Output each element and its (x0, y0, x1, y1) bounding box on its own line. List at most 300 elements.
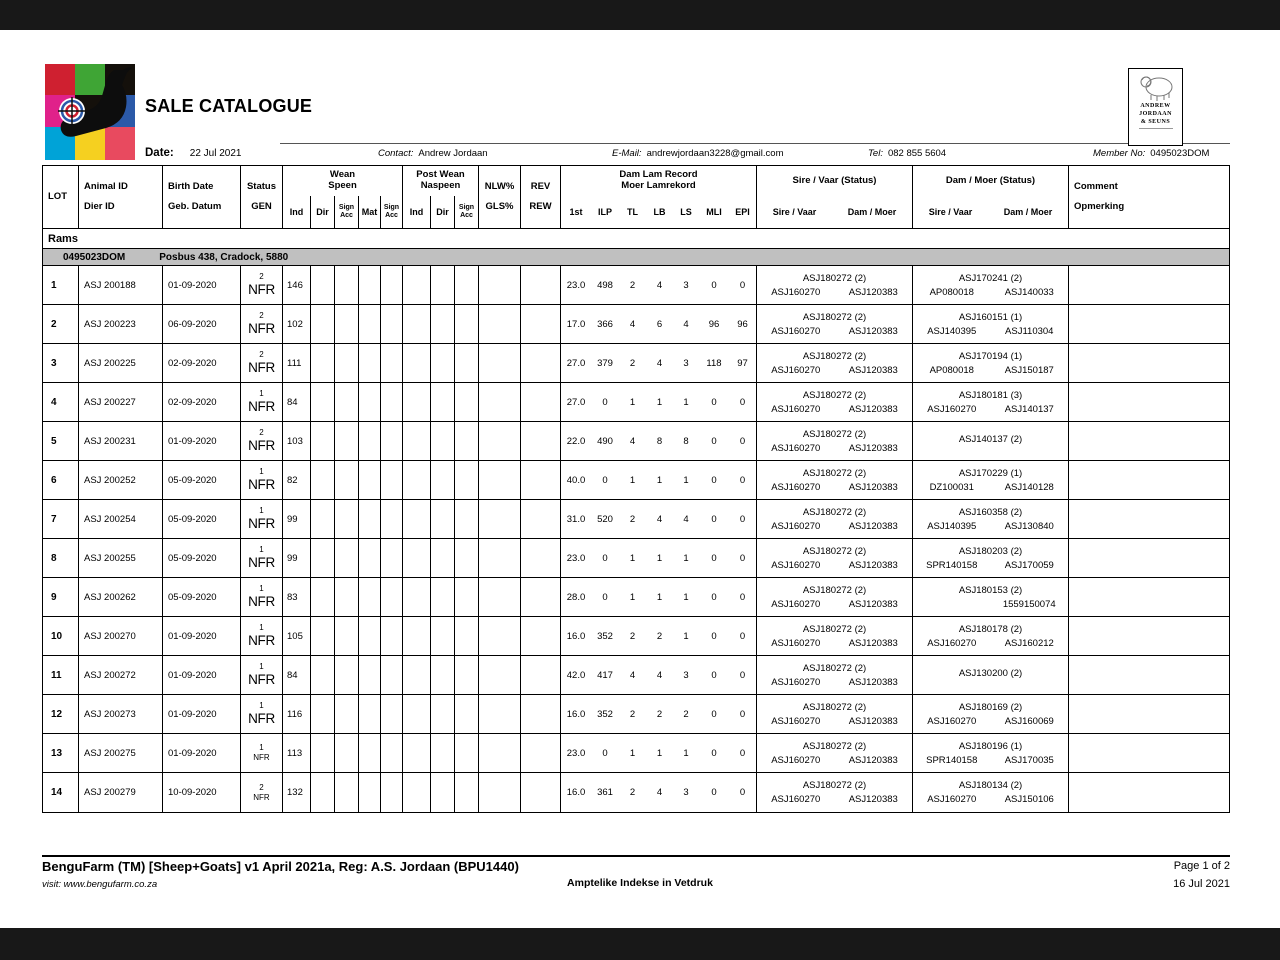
birth-date: 01-09-2020 (163, 617, 241, 655)
table-row (43, 656, 1229, 695)
status-value: NFR (248, 633, 275, 649)
damlam-1st: 16.0 (566, 787, 586, 798)
table-row (43, 422, 1229, 461)
member-field (1093, 148, 1209, 159)
damlam-mli: 0 (711, 396, 717, 408)
wean-sign-acc-cell (335, 656, 359, 694)
postwean-sign-acc-cell (455, 305, 479, 343)
damlam-ilp: 352 (597, 630, 613, 642)
dam-dam: ASJ150106 (1004, 794, 1054, 805)
postwean-ind-cell (403, 344, 431, 382)
sire-dam: ASJ120383 (848, 325, 898, 337)
rev-cell (521, 422, 561, 460)
wean-sign-acc-cell (335, 734, 359, 772)
sire-name: ASJ180272 (2) (802, 740, 867, 752)
dam-cell (913, 500, 1069, 538)
animal-id: ASJ 200275 (79, 734, 163, 772)
nlw-cell (479, 695, 521, 733)
table-row (43, 695, 1229, 734)
postwean-ind-cell (403, 695, 431, 733)
sire-parents (757, 482, 912, 493)
sire-name: ASJ180272 (2) (802, 701, 867, 713)
damlam-epi: 97 (729, 344, 757, 382)
postwean-dir-cell (431, 422, 455, 460)
gen-value: 1 (259, 701, 264, 711)
wean-dir-cell (311, 734, 335, 772)
wean-sign-acc-cell (335, 617, 359, 655)
wean-mat-sign-acc-cell (381, 344, 403, 382)
dam-name: ASJ140137 (2) (958, 434, 1023, 445)
damlam-epi: 0 (729, 656, 757, 694)
section-header-rams: Rams (43, 229, 1229, 249)
status-cell (241, 656, 283, 694)
sire-cell (757, 500, 913, 538)
postwean-ind-cell (403, 539, 431, 577)
postwean-ind-cell (403, 266, 431, 304)
sire-sire: ASJ160270 (771, 637, 821, 649)
wean-index: 113 (283, 734, 311, 772)
date-label: Date: (145, 147, 174, 159)
dam-dam: ASJ110304 (1005, 325, 1054, 337)
status-cell (241, 344, 283, 382)
comment-cell (1069, 422, 1229, 460)
dam-cell (913, 383, 1069, 421)
gen-value: 2 (259, 272, 264, 282)
lot-number: 14 (43, 773, 79, 812)
animal-id: ASJ 200255 (79, 539, 163, 577)
wean-mat-sign-acc-cell (381, 461, 403, 499)
status-value: NFR (253, 792, 270, 802)
damlam-ilp: 0 (602, 474, 608, 486)
animal-id: ASJ 200270 (79, 617, 163, 655)
dam-cell (913, 695, 1069, 733)
sire-parents (757, 326, 912, 337)
wean-mat-cell (359, 344, 381, 382)
sire-dam: ASJ120383 (848, 481, 898, 493)
nlw-cell (479, 734, 521, 772)
gen-value: 2 (259, 782, 264, 792)
sire-sire: ASJ160270 (771, 325, 821, 337)
footer-date: 16 Jul 2021 (1173, 878, 1230, 890)
lot-number: 12 (43, 695, 79, 733)
wean-sign-acc-cell (335, 305, 359, 343)
brand-box (1128, 68, 1183, 146)
col-header-postwean-group: Post Wean Naspeen (403, 166, 479, 196)
damlam-lb: 1 (656, 591, 663, 603)
postwean-sign-acc-cell (455, 656, 479, 694)
postwean-ind-cell (403, 578, 431, 616)
postwean-sign-acc-cell (455, 383, 479, 421)
sire-sire: ASJ160270 (771, 403, 821, 415)
damlam-1st: 16.0 (566, 630, 586, 642)
col-header-mli: MLI (706, 206, 722, 217)
col-header-tl: TL (627, 206, 638, 217)
ram-icon (1135, 71, 1177, 103)
dam-parents (913, 365, 1068, 376)
damlam-tl: 1 (629, 552, 636, 564)
sire-name: ASJ180272 (2) (802, 584, 867, 596)
sire-dam: ASJ120383 (848, 715, 898, 727)
comment-cell (1069, 539, 1229, 577)
damlam-mli: 0 (711, 630, 717, 642)
table-row (43, 617, 1229, 656)
table-row (43, 461, 1229, 500)
lot-number: 4 (43, 383, 79, 421)
sire-name: ASJ180272 (2) (802, 467, 867, 479)
member-label: Member No: (1093, 148, 1146, 159)
damlam-mli: 0 (711, 669, 717, 681)
sire-sire: ASJ160270 (771, 715, 821, 727)
postwean-sign-acc-cell (455, 734, 479, 772)
status-value: NFR (248, 594, 275, 610)
gen-value: 1 (259, 467, 264, 477)
sire-name: ASJ180272 (2) (802, 662, 867, 674)
wean-sign-acc-cell (335, 266, 359, 304)
damlam-1st: 22.0 (566, 435, 586, 447)
sire-dam: ASJ120383 (848, 794, 898, 805)
rev-cell (521, 305, 561, 343)
col-header-nlw: NLW% GLS% (479, 166, 521, 228)
table-row (43, 773, 1229, 812)
dam-sire: DZ100031 (929, 481, 974, 493)
status-cell (241, 305, 283, 343)
wean-dir-cell (311, 461, 335, 499)
dam-sire: ASJ160270 (927, 794, 977, 805)
damlam-ilp: 417 (597, 669, 613, 681)
wean-sign-acc-cell (335, 344, 359, 382)
sire-name: ASJ180272 (2) (802, 780, 867, 791)
dam-name: ASJ180153 (2) (958, 584, 1023, 596)
rev-cell (521, 734, 561, 772)
dam-parents (913, 638, 1068, 649)
damlam-mli: 0 (711, 435, 717, 447)
dam-cell (913, 461, 1069, 499)
damlam-lb: 2 (656, 708, 663, 720)
postwean-sign-acc-cell (455, 266, 479, 304)
sire-cell (757, 266, 913, 304)
postwean-dir-cell (431, 539, 455, 577)
damlam-1st: 23.0 (566, 552, 586, 564)
damlam-lb: 6 (656, 318, 663, 330)
postwean-dir-cell (431, 773, 455, 812)
dam-sire: ASJ160270 (927, 715, 977, 727)
damlam-lb: 4 (656, 787, 663, 798)
dam-dam: ASJ160212 (1004, 637, 1054, 649)
wean-mat-sign-acc-cell (381, 695, 403, 733)
dam-name: ASJ160151 (1) (958, 311, 1023, 323)
goat-logo-icon (45, 64, 135, 160)
damlam-ls: 1 (683, 474, 689, 486)
comment-cell (1069, 695, 1229, 733)
wean-index: 83 (283, 578, 311, 616)
birth-date: 05-09-2020 (163, 578, 241, 616)
gen-value: 1 (259, 506, 264, 516)
lot-number: 9 (43, 578, 79, 616)
wean-mat-cell (359, 383, 381, 421)
postwean-ind-cell (403, 773, 431, 812)
wean-mat-sign-acc-cell (381, 539, 403, 577)
sire-dam: ASJ120383 (848, 364, 898, 376)
damlam-ls: 1 (683, 396, 689, 408)
postwean-sign-acc-cell (455, 422, 479, 460)
rev-cell (521, 383, 561, 421)
postwean-ind-cell (403, 305, 431, 343)
comment-cell (1069, 773, 1229, 812)
col-header-1st: 1st (569, 206, 583, 217)
wean-sign-acc-cell (335, 500, 359, 538)
birth-date: 02-09-2020 (163, 344, 241, 382)
contact-value: Andrew Jordaan (418, 148, 488, 159)
status-cell (241, 578, 283, 616)
col-header-wean-mat-sign-acc: Sign Acc (381, 196, 403, 228)
birth-date: 05-09-2020 (163, 539, 241, 577)
wean-dir-cell (311, 305, 335, 343)
dam-parents (913, 560, 1068, 571)
damlam-epi: 0 (729, 422, 757, 460)
damlam-ls: 1 (683, 591, 689, 603)
dam-name: ASJ170194 (1) (958, 350, 1023, 362)
comment-cell (1069, 266, 1229, 304)
postwean-sign-acc-cell (455, 500, 479, 538)
status-value: NFR (248, 711, 275, 727)
birth-date: 05-09-2020 (163, 461, 241, 499)
lot-number: 5 (43, 422, 79, 460)
damlam-epi: 0 (729, 578, 757, 616)
sire-dam: ASJ120383 (848, 637, 898, 649)
damlam-ilp: 352 (597, 708, 613, 720)
wean-dir-cell (311, 617, 335, 655)
table-row (43, 734, 1229, 773)
nlw-cell (479, 578, 521, 616)
dam-parents (913, 482, 1068, 493)
damlam-1st: 23.0 (566, 279, 586, 291)
status-cell (241, 383, 283, 421)
dam-name: ASJ170229 (1) (958, 467, 1023, 479)
dam-name: ASJ180134 (2) (958, 780, 1023, 791)
sire-parents (757, 404, 912, 415)
postwean-ind-cell (403, 422, 431, 460)
damlam-mli: 0 (711, 747, 717, 759)
tel-field (868, 148, 946, 159)
sire-cell (757, 617, 913, 655)
sire-dam: ASJ120383 (848, 403, 898, 415)
dam-sire: ASJ160270 (927, 403, 977, 415)
birth-date: 06-09-2020 (163, 305, 241, 343)
wean-dir-cell (311, 773, 335, 812)
sire-cell (757, 422, 913, 460)
email-label: E-Mail: (612, 148, 642, 159)
postwean-sign-acc-cell (455, 578, 479, 616)
col-header-wean-dir: Dir (311, 196, 335, 228)
animal-id: ASJ 200227 (79, 383, 163, 421)
damlam-ilp: 379 (597, 357, 613, 369)
dam-cell (913, 578, 1069, 616)
wean-mat-sign-acc-cell (381, 656, 403, 694)
damlam-ls: 3 (683, 357, 689, 369)
sire-sire: ASJ160270 (771, 286, 821, 298)
gen-value: 2 (259, 350, 264, 360)
dam-sire: SPR140158 (926, 559, 978, 571)
col-header-comment: Comment Opmerking (1074, 180, 1125, 212)
wean-dir-cell (311, 383, 335, 421)
dam-dam: ASJ160069 (1004, 715, 1054, 727)
dam-cell (913, 539, 1069, 577)
damlam-ls: 8 (683, 435, 689, 447)
damlam-tl: 4 (629, 669, 636, 681)
wean-mat-sign-acc-cell (381, 617, 403, 655)
dam-dam: 1559150074 (1002, 598, 1056, 610)
wean-mat-cell (359, 656, 381, 694)
sire-cell (757, 461, 913, 499)
rev-cell (521, 656, 561, 694)
table-row (43, 539, 1229, 578)
damlam-1st: 27.0 (566, 396, 586, 408)
damlam-ls: 4 (683, 318, 689, 330)
dam-dam: ASJ140137 (1004, 403, 1054, 415)
sire-parents (757, 365, 912, 376)
gen-value: 2 (259, 428, 264, 438)
damlam-epi: 0 (729, 461, 757, 499)
col-header-wean-sign-acc: Sign Acc (335, 196, 359, 228)
col-header-animal-id: Animal ID Dier ID (79, 166, 163, 228)
nlw-cell (479, 422, 521, 460)
col-header-lot: LOT (43, 166, 79, 228)
animal-id: ASJ 200262 (79, 578, 163, 616)
damlam-epi: 0 (729, 773, 757, 812)
dam-cell (913, 266, 1069, 304)
status-cell (241, 617, 283, 655)
animal-id: ASJ 200188 (79, 266, 163, 304)
sire-sire: ASJ160270 (771, 598, 821, 610)
dam-cell (913, 656, 1069, 694)
owner-band (43, 249, 1229, 266)
damlam-ilp: 498 (597, 279, 613, 291)
sire-sire: ASJ160270 (771, 559, 821, 571)
wean-index: 146 (283, 266, 311, 304)
rev-cell (521, 578, 561, 616)
footer-divider (42, 855, 1230, 857)
wean-mat-sign-acc-cell (381, 500, 403, 538)
footer-page-number: Page 1 of 2 (1173, 860, 1230, 872)
wean-mat-cell (359, 422, 381, 460)
wean-mat-sign-acc-cell (381, 422, 403, 460)
damlam-tl: 1 (629, 747, 636, 759)
col-header-dam-subcols: Sire / Vaar Dam / Moer (913, 196, 1069, 228)
table-row (43, 578, 1229, 617)
catalogue-table (42, 165, 1230, 813)
sire-parents (757, 755, 912, 766)
col-header-birth-date: Birth Date Geb. Datum (163, 166, 241, 228)
wean-mat-cell (359, 773, 381, 812)
animal-id: ASJ 200223 (79, 305, 163, 343)
dam-parents (913, 404, 1068, 415)
dam-parents (913, 326, 1068, 337)
bengufarm-logo (45, 64, 135, 160)
dam-sire: AP080018 (929, 286, 974, 298)
wean-sign-acc-cell (335, 695, 359, 733)
comment-cell (1069, 734, 1229, 772)
damlam-ls: 1 (683, 552, 689, 564)
wean-mat-cell (359, 539, 381, 577)
animal-id: ASJ 200273 (79, 695, 163, 733)
rev-cell (521, 266, 561, 304)
sire-sire: ASJ160270 (771, 364, 821, 376)
sire-name: ASJ180272 (2) (802, 623, 867, 635)
postwean-sign-acc-cell (455, 695, 479, 733)
dam-sire: ASJ160270 (927, 637, 977, 649)
sire-sire: ASJ160270 (771, 520, 821, 532)
sire-cell (757, 344, 913, 382)
animal-id: ASJ 200252 (79, 461, 163, 499)
damlam-lb: 4 (656, 279, 663, 291)
lot-number: 7 (43, 500, 79, 538)
wean-mat-cell (359, 266, 381, 304)
sire-name: ASJ180272 (2) (802, 350, 867, 362)
col-header-ls: LS (680, 206, 692, 217)
postwean-ind-cell (403, 383, 431, 421)
dam-sire: AP080018 (929, 364, 974, 376)
dam-sire: ASJ140395 (927, 325, 977, 337)
gen-value: 1 (259, 389, 264, 399)
nlw-cell (479, 539, 521, 577)
damlam-tl: 2 (629, 787, 636, 798)
dam-parents (913, 287, 1068, 298)
sire-name: ASJ180272 (2) (802, 311, 867, 323)
comment-cell (1069, 617, 1229, 655)
lot-number: 10 (43, 617, 79, 655)
comment-cell (1069, 578, 1229, 616)
damlam-1st: 23.0 (566, 747, 586, 759)
damlam-lb: 1 (656, 747, 663, 759)
col-header-postwean-sign-acc: Sign Acc (455, 196, 479, 228)
damlam-lb: 8 (656, 435, 663, 447)
owner-address: Posbus 438, Cradock, 5880 (159, 251, 289, 263)
lot-number: 1 (43, 266, 79, 304)
status-value: NFR (248, 282, 275, 298)
tel-value: 082 855 5604 (887, 148, 947, 159)
col-header-sire-group: Sire / Vaar (Status) (757, 166, 913, 196)
sire-name: ASJ180272 (2) (802, 389, 867, 401)
animal-id: ASJ 200254 (79, 500, 163, 538)
wean-index: 84 (283, 383, 311, 421)
dam-parents (913, 599, 1068, 610)
damlam-1st: 16.0 (566, 708, 586, 720)
dam-sire: ASJ140395 (927, 520, 977, 532)
status-cell (241, 773, 283, 812)
dam-dam: ASJ140128 (1004, 481, 1054, 493)
damlam-lb: 4 (656, 669, 663, 681)
sire-dam: ASJ120383 (848, 559, 898, 571)
sire-cell (757, 305, 913, 343)
col-header-wean-group: Wean Speen (283, 166, 403, 196)
postwean-ind-cell (403, 734, 431, 772)
wean-mat-sign-acc-cell (381, 578, 403, 616)
postwean-sign-acc-cell (455, 344, 479, 382)
col-header-lb: LB (653, 206, 666, 217)
dam-dam: ASJ140033 (1004, 286, 1054, 298)
email-field (612, 148, 783, 159)
status-value: NFR (253, 753, 270, 762)
dam-name: ASJ160358 (2) (958, 506, 1023, 518)
col-header-postwean-dir: Dir (431, 196, 455, 228)
col-header-status: Status GEN (241, 166, 283, 228)
dam-cell (913, 617, 1069, 655)
wean-dir-cell (311, 656, 335, 694)
damlam-tl: 2 (629, 279, 636, 291)
gen-value: 1 (259, 545, 264, 555)
postwean-ind-cell (403, 500, 431, 538)
status-value: NFR (248, 438, 275, 454)
